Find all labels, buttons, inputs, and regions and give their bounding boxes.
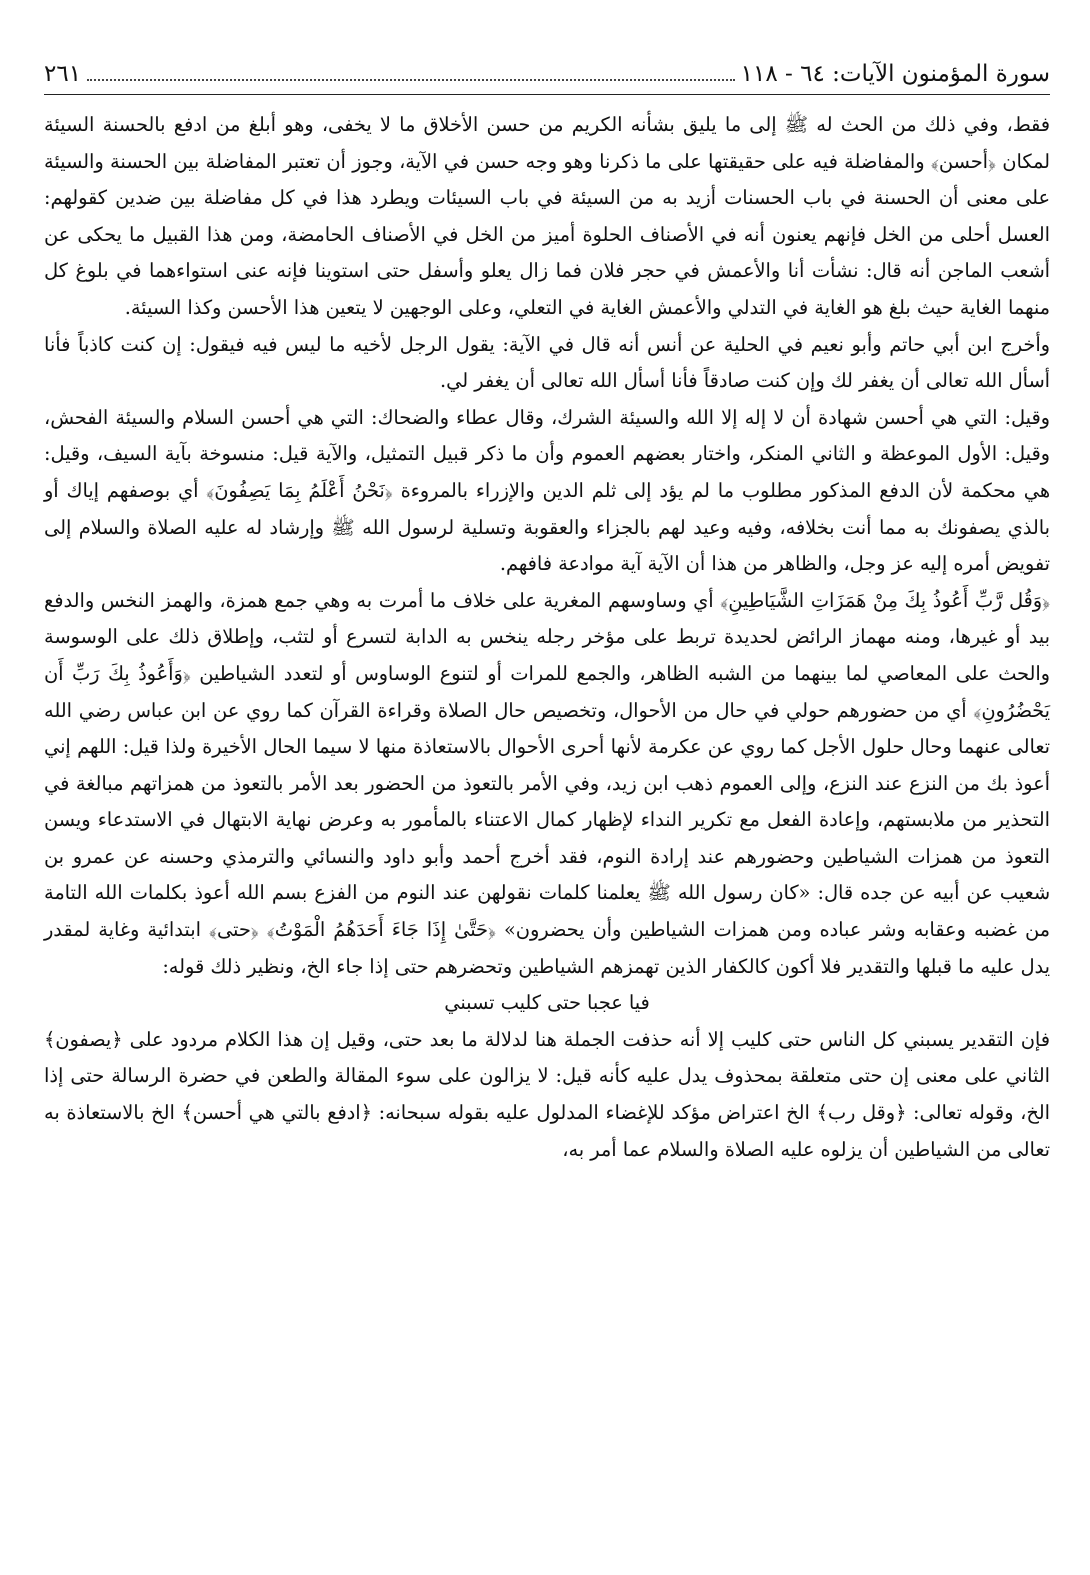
page-header xyxy=(44,58,1050,95)
header-leader-dots xyxy=(87,79,735,81)
book-page xyxy=(44,58,1050,1168)
paragraph: فإن التقدير يسبني كل الناس حتى كليب إلا أنه حذفت الجملة هنا لدلالة ما بعد حتى، وقيل إن هذا الكلام مردود على ﴿يصفون﴾ الثاني على معنى إن حتى متعلقة بمحذوف يدل عليه كأنه قيل: لا يزالون على سوء المقالة والطعن في حضرة الرسالة حتى إذا الخ، وقوله تعالى: ﴿وقل رب﴾ الخ اعتراض مؤكد للإغضاء المدلول عليه بقوله سبحانه: ﴿ادفع بالتي هي أحسن﴾ الخ بالاستعاذة به تعالى من الشياطين أن يزلوه عليه الصلاة والسلام عما أمر به، xyxy=(44,1027,1050,1161)
paragraph: وأخرج ابن أبي حاتم وأبو نعيم في الحلية عن أنس أنه قال في الآية: يقول الرجل لأخيه ما ليس فيه فيقول: إن كنت كاذباً فأنا أسأل الله تعالى أن يغفر لك وإن كنت صادقاً فأنا أسأل الله تعالى أن يغفر لي. xyxy=(44,332,1050,393)
poetry-verse: فيا عجبا حتى كليب تسبني xyxy=(444,991,650,1015)
page-body xyxy=(44,107,1050,1168)
surah-title: سورة المؤمنون الآيات: ٦٤ - ١١٨ xyxy=(740,61,1050,87)
paragraph: ﴿وَقُل رَّبِّ أَعُوذُ بِكَ مِنْ هَمَزَاتِ الشَّيَاطِينِ﴾ أي وساوسهم المغرية على خلاف ما أمرت به وهي جمع همزة، والهمز النخس والدفع بيد أو غيرها، ومنه مهماز الرائض لحديدة تربط على مؤخر رجله ينخس به الدابة لتسرع أو لتثب، وإطلاق ذلك على الوسوسة والحث على المعاصي لما بينهما من الشبه الظاهر، والجمع للمرات أو لتنوع الوساوس أو لتعدد الشياطين ﴿وَأَعُوذُ بِكَ رَبِّ أَن يَحْضُرُونِ﴾ أي من حضورهم حولي في حال من الأحوال، وتخصيص حال الصلاة وقراءة القرآن كما روي عن ابن عباس رضي الله تعالى عنهما وحال حلول الأجل كما روي عن عكرمة لأنها أحرى الأحوال بالاستعاذة منها لا سيما الحال الأخيرة ولذا قيل: اللهم إني أعوذ بك من النزع عند النزع، وإلى العموم ذهب ابن زيد، وفي الأمر بالتعوذ من الحضور بعد الأمر بالتعوذ من همزاتهم مبالغة في التحذير من ملابستهم، وإعادة الفعل مع تكرير النداء لإظهار كمال الاعتناء بالمأمور به وعرض نهاية الابتهال في الاستدعاء ويسن التعوذ من همزات الشياطين وحضورهم عند إرادة النوم، فقد أخرج أحمد وأبو داود والنسائي والترمذي وحسنه عن عمرو بن شعيب عن أبيه عن جده قال: «كان رسول الله ﷺ يعلمنا كلمات نقولهن عند النوم من الفزع بسم الله أعوذ بكلمات الله التامة من غضبه وعقابه وشر عباده ومن همزات الشياطين وأن يحضرون» ﴿حَتَّىٰ إِذَا جَاءَ أَحَدَهُمُ الْمَوْتُ﴾ ﴿حتى﴾ ابتدائية وغاية لمقدر يدل عليه ما قبلها والتقدير فلا أكون كالكفار الذين تهمزهم الشياطين وتحضرهم حتى إذا جاء الخ، ونظير ذلك قوله: xyxy=(44,588,1050,978)
paragraph: وقيل: التي هي أحسن شهادة أن لا إله إلا الله والسيئة الشرك، وقال عطاء والضحاك: التي هي أحسن السلام والسيئة الفحش، وقيل: الأول الموعظة و الثاني المنكر، واختار بعضهم العموم وأن ما ذكر قبيل التمثيل، والآية قيل: منسوخة بآية السيف، وقيل: هي محكمة لأن الدفع المذكور مطلوب ما لم يؤد إلى ثلم الدين والإزراء بالمروءة ﴿نَحْنُ أَعْلَمُ بِمَا يَصِفُونَ﴾ أي بوصفهم إياك أو بالذي يصفونك به مما أنت بخلافه، وفيه وعيد لهم بالجزاء والعقوبة وتسلية لرسول الله ﷺ وإرشاد له عليه الصلاة والسلام إلى تفويض أمره إليه عز وجل، والظاهر من هذا أن الآية آية موادعة فافهم. xyxy=(44,405,1050,576)
paragraph: فقط، وفي ذلك من الحث له ﷺ إلى ما يليق بشأنه الكريم من حسن الأخلاق ما لا يخفى، وهو أبلغ من ادفع بالحسنة السيئة لمكان ﴿أحسن﴾ والمفاضلة فيه على حقيقتها على ما ذكرنا وهو وجه حسن في الآية، وجوز أن تعتبر المفاضلة بين الحسنة والسيئة على معنى أن الحسنة في باب الحسنات أزيد به من السيئة في باب السيئات ويطرد هذا في كل مفاضلة بين ضدين كقولهم: العسل أحلى من الخل فإنهم يعنون أنه في الأصناف الحلوة أميز من الخل في الأصناف الحامضة، ومن هذا القبيل ما يحكى عن أشعب الماجن أنه قال: نشأت أنا والأعمش في حجر فلان فما زال يعلو وأسفل حتى استوينا فإنه عنى استواءهما في بلوغ كل منهما الغاية حيث بلغ هو الغاية في التدلي والأعمش الغاية في التعلي، وعلى الوجهين لا يتعين هذا الأحسن وكذا السيئة. xyxy=(44,113,1050,319)
page-number: ٢٦١ xyxy=(44,61,82,87)
